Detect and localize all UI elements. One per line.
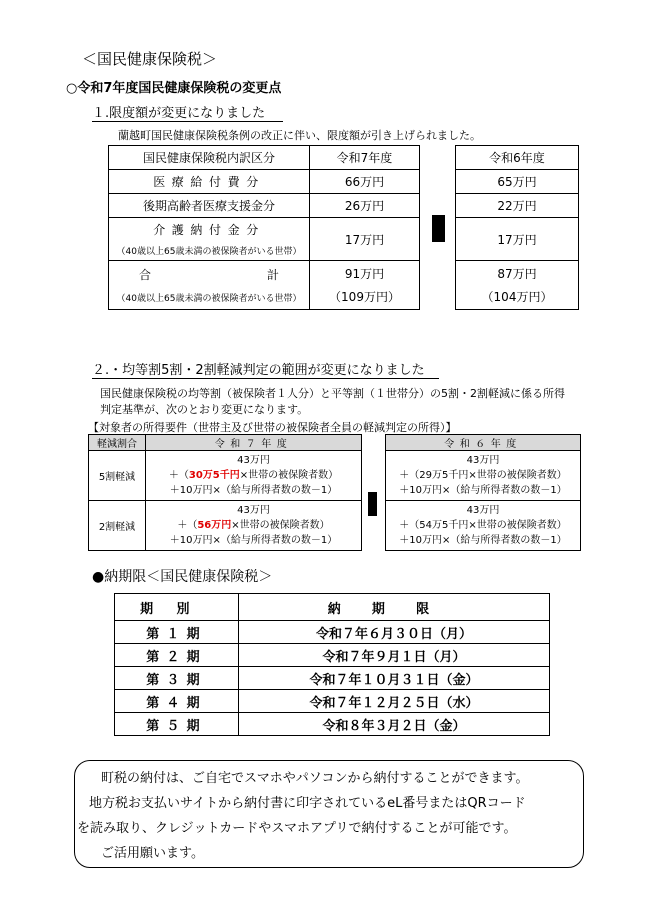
period-cell: 第３期 [115, 667, 239, 690]
reduction-table-r7 [88, 434, 362, 551]
row-r6: 65万円 [456, 170, 579, 194]
r6-line2: ＋（29万5千円×世帯の被保険者数） [399, 470, 567, 481]
section2-heading: ２.・均等割5割・2割軽減判定の範囲が変更になりました [92, 359, 439, 379]
total-r6: 87万円 [497, 267, 537, 281]
reduction-table-r6 [385, 434, 581, 551]
r7-pre: ＋（ [168, 470, 189, 481]
period-cell: 第２期 [115, 644, 239, 667]
col-r6: 令和６年度 [386, 435, 581, 451]
row-label: 5割軽減 [89, 451, 146, 501]
deadline-cell: 令和７年１０月３１日（金） [239, 667, 550, 690]
r7-line1: 43万円 [237, 505, 270, 516]
row-r7: 17万円 [310, 218, 420, 261]
r6-line3: ＋10万円×（給与所得者数の数－1） [399, 485, 567, 496]
r7-line3: ＋10万円×（給与所得者数の数－1） [169, 535, 338, 546]
r7-post: ×世帯の被保険者数） [231, 520, 330, 531]
row-label: 後期高齢者医療支援金分 [109, 194, 310, 218]
arrow-left-icon [432, 215, 445, 242]
r6-line1: 43万円 [466, 455, 500, 466]
total-label-a: 合 [139, 268, 152, 282]
total-r7: 91万円 [344, 267, 385, 281]
notice-line-3: を読み取り、クレジットカードやスマホアプリで納付することが可能です。 [77, 821, 517, 836]
col-period: 期別 [115, 594, 239, 621]
col-r6: 令和6年度 [456, 146, 579, 170]
notice-line-2: 地方税お支払いサイトから納付書に印字されているeL番号またはQRコード [89, 796, 526, 811]
period-cell: 第４期 [115, 690, 239, 713]
total-r7-sub: （109万円） [329, 290, 400, 304]
section1-heading: １.限度額が変更になりました [92, 102, 283, 122]
row-sub: （40歳以上65歳未満の被保険者がいる世帯） [116, 247, 302, 257]
r6-line2: ＋（54万5千円×世帯の被保険者数） [399, 520, 567, 531]
period-cell: 第５期 [115, 713, 239, 736]
row-r6: 22万円 [456, 194, 579, 218]
r7-line3: ＋10万円×（給与所得者数の数－1） [169, 485, 338, 496]
total-r6-sub: （104万円） [481, 290, 553, 304]
section2-note-2: 判定基準が、次のとおり変更になります。 [100, 403, 309, 416]
deadline-cell: 令和７年１２月２５日（水） [239, 690, 550, 713]
schedule-table [114, 593, 550, 736]
r7-post: ×世帯の被保険者数） [239, 470, 339, 481]
r6-line1: 43万円 [466, 505, 500, 516]
section1-note: 蘭越町国民健康保険税条例の改正に伴い、限度額が引き上げられました。 [118, 129, 481, 142]
deadline-cell: 令和７年９月１日（月） [239, 644, 550, 667]
col-type: 軽減割合 [89, 435, 146, 451]
limit-table-r6 [455, 145, 579, 310]
total-sub: （40歳以上65歳未満の被保険者がいる世帯） [116, 294, 302, 304]
row-label: 2割軽減 [89, 501, 146, 551]
row-label: 介護納付金分 [153, 223, 265, 237]
page-subtitle: ○令和7年度国民健康保険税の変更点 [66, 81, 282, 96]
schedule-heading: ●納期限＜国民健康保険税＞ [92, 569, 273, 585]
page-title: ＜国民健康保険税＞ [82, 50, 218, 68]
r6-line3: ＋10万円×（給与所得者数の数－1） [399, 535, 567, 546]
r7-highlight: 56万円 [197, 520, 232, 531]
arrow-left-icon [368, 492, 377, 516]
r7-line1: 43万円 [237, 455, 270, 466]
col-deadline: 納期限 [239, 594, 550, 621]
row-r6: 17万円 [456, 218, 579, 261]
requirement-heading: 【対象者の所得要件（世帯主及び世帯の被保険者全員の軽減判定の所得）】 [88, 421, 457, 434]
notice-box [74, 760, 584, 868]
r7-pre: ＋（ [177, 520, 198, 531]
row-r7: 26万円 [310, 194, 420, 218]
col-category: 国民健康保険税内訳区分 [109, 146, 310, 170]
section2-note-1: 国民健康保険税の均等割（被保険者１人分）と平等割（１世帯分）の5割・2割軽減に係る所得 [100, 387, 565, 400]
limit-table-r7 [108, 145, 420, 310]
col-r7: 令和7年度 [310, 146, 420, 170]
deadline-cell: 令和７年６月３０日（月） [239, 621, 550, 644]
row-r7: 66万円 [310, 170, 420, 194]
notice-line-4: ご活用願います。 [101, 846, 204, 861]
col-r7: 令和７年度 [146, 435, 362, 451]
period-cell: 第１期 [115, 621, 239, 644]
total-label-b: 計 [266, 268, 279, 282]
row-label: 医療給付費分 [109, 170, 310, 194]
notice-line-1: 町税の納付は、ご自宅でスマホやパソコンから納付することができます。 [101, 771, 529, 786]
r7-highlight: 30万5千円 [188, 470, 240, 481]
deadline-cell: 令和８年３月２日（金） [239, 713, 550, 736]
